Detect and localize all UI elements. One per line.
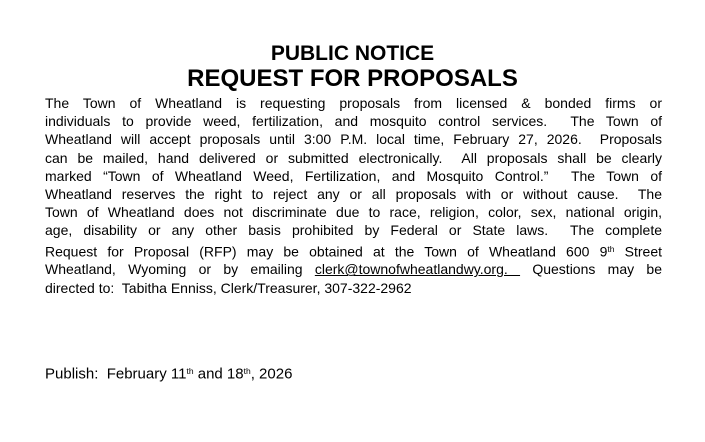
text-segment: Wheatland reserves the right to reject any or all proposals with or without cause. The <box>45 186 662 203</box>
notice-body <box>45 94 662 297</box>
body-line <box>45 167 662 185</box>
ordinal-superscript: th <box>186 366 194 376</box>
text-segment: Wheatland, Wyoming or by emailing <box>45 261 315 278</box>
text-segment: Town of Wheatland does not discriminate due to race, religion, color, sex, national origin, <box>45 204 662 221</box>
text-segment: individuals to provide weed, fertilization, and mosquito control services. The Town of <box>45 113 662 130</box>
body-line <box>45 279 662 297</box>
body-line <box>45 260 662 278</box>
ordinal-superscript: th <box>243 366 251 376</box>
notice-title: PUBLIC NOTICE <box>270 42 435 65</box>
body-line <box>45 185 662 203</box>
notice-subtitle: REQUEST FOR PROPOSALS <box>187 65 518 92</box>
email-link: clerk@townofwheatlandwy.org. <box>314 261 521 278</box>
body-line <box>45 112 662 130</box>
publish-line <box>45 362 292 384</box>
text-segment: , 2026 <box>250 365 293 383</box>
body-line <box>45 221 662 239</box>
text-segment: age, disability or any other basis prohibited by Federal or State laws. The complete <box>45 222 662 239</box>
text-segment: directed to: Tabitha Enniss, Clerk/Treasurer, 307-322-2962 <box>45 279 412 296</box>
ordinal-superscript: th <box>607 243 615 254</box>
text-segment: The Town of Wheatland is requesting proposals from licensed & bonded firms or <box>45 95 662 111</box>
body-line <box>45 130 662 148</box>
body-line <box>45 240 662 261</box>
text-segment: Questions may be <box>520 261 662 278</box>
body-line <box>45 94 662 112</box>
text-segment: Publish: February 11 <box>45 365 187 383</box>
text-segment: marked “Town of Wheatland Weed, Fertilization, and Mosquito Control.” The Town of <box>45 167 662 184</box>
text-segment: Request for Proposal (RFP) may be obtained at the Town of Wheatland 600 9 <box>45 243 608 260</box>
text-segment: Wheatland will accept proposals until 3:00 P.M. local time, February 27, 2026. Proposals <box>45 131 662 148</box>
body-line <box>45 203 662 221</box>
text-segment: and 18 <box>193 365 244 383</box>
body-line <box>45 149 662 167</box>
text-segment: Street <box>614 243 662 260</box>
text-segment: can be mailed, hand delivered or submitted electronically. All proposals shall be clearly <box>45 149 662 166</box>
